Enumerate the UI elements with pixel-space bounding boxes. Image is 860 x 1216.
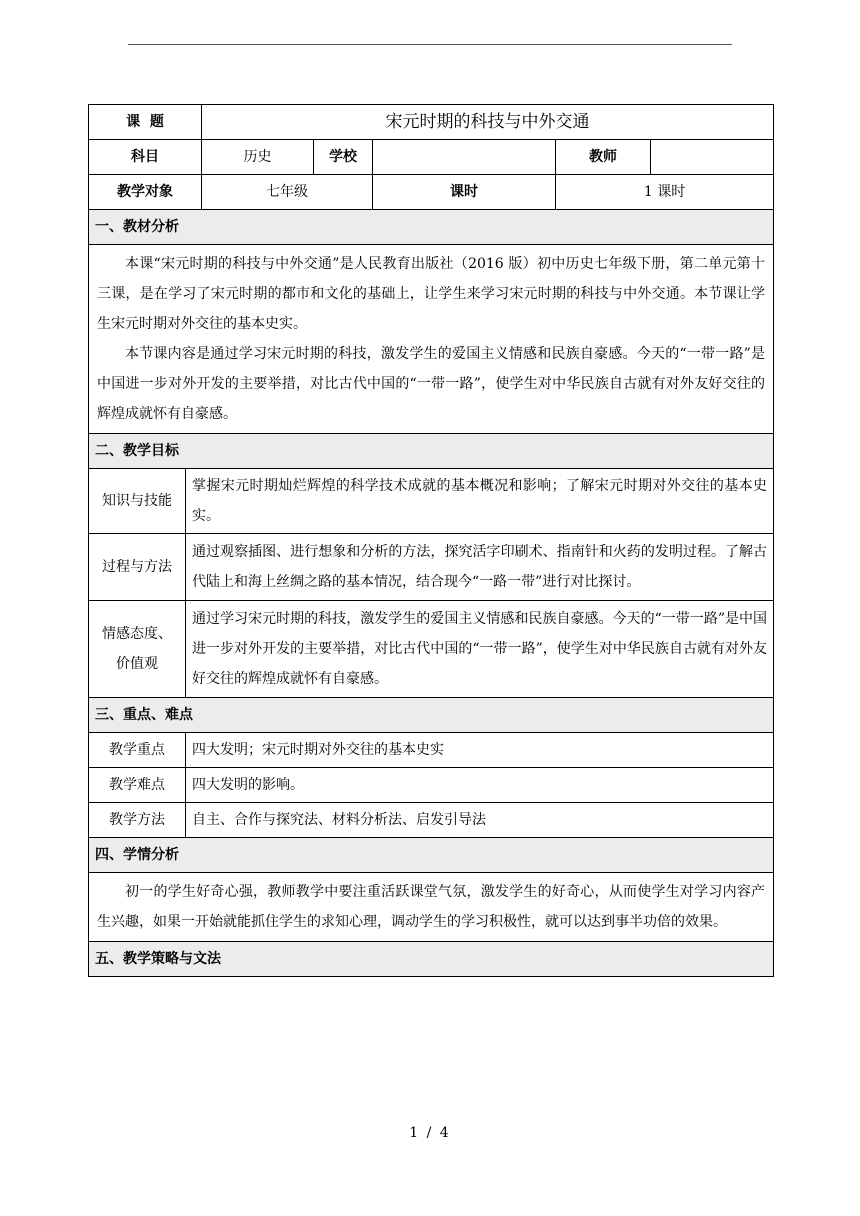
goal-text-process: 通过观察插图、进行想象和分析的方法，探究活字印刷术、指南针和火药的发明过程。了解古代陆上和海上丝绸之路的基本情况，结合现今“一路一带”进行对比探讨。 <box>186 534 774 601</box>
goal-row-attitude <box>89 601 774 698</box>
subject-label: 科目 <box>89 140 202 175</box>
goal-label-attitude-line1: 情感态度、 <box>102 626 172 642</box>
hours-label: 课时 <box>373 175 556 210</box>
keypoints-heading-row <box>89 698 774 733</box>
keypoint-row-focus <box>89 733 774 768</box>
goal-row-knowledge <box>89 469 774 534</box>
keypoint-row-difficulty <box>89 768 774 803</box>
teacher-label: 教师 <box>556 140 651 175</box>
keypoint-text-focus: 四大发明；宋元时期对外交往的基本史实 <box>186 733 774 768</box>
material-body <box>89 245 774 434</box>
topic-row <box>89 105 774 140</box>
keypoints-heading: 三、重点、难点 <box>89 698 774 733</box>
goals-heading-row <box>89 434 774 469</box>
teacher-value <box>651 140 774 175</box>
keypoint-label-focus: 教学重点 <box>89 733 186 768</box>
audience-value: 七年级 <box>202 175 373 210</box>
subject-value: 历史 <box>202 140 314 175</box>
strategy-heading-row <box>89 942 774 977</box>
material-body-row <box>89 245 774 434</box>
keypoint-label-difficulty: 教学难点 <box>89 768 186 803</box>
school-value <box>373 140 556 175</box>
hours-value: 1 课时 <box>556 175 774 210</box>
keypoint-text-method: 自主、合作与探究法、材料分析法、启发引导法 <box>186 803 774 838</box>
goal-text-knowledge: 掌握宋元时期灿烂辉煌的科学技术成就的基本概况和影响；了解宋元时期对外交往的基本史实。 <box>186 469 774 534</box>
students-body <box>89 873 774 942</box>
material-paragraph-1: 本课“宋元时期的科技与中外交通”是人民教育出版社（2016 版）初中历史七年级下册，第二单元第十三课，是在学习了宋元时期的都市和文化的基础上，让学生来学习宋元时期的科技与中外交通。本节课让学生宋元时期对外交往的基本史实。 <box>97 256 766 332</box>
material-heading: 一、教材分析 <box>89 210 774 245</box>
topic-value: 宋元时期的科技与中外交通 <box>202 105 774 140</box>
subject-row <box>89 140 774 175</box>
goal-label-knowledge: 知识与技能 <box>89 469 186 534</box>
material-heading-row <box>89 210 774 245</box>
goal-label-process: 过程与方法 <box>89 534 186 601</box>
goal-label-attitude-line2: 价值观 <box>116 656 158 672</box>
goals-heading: 二、教学目标 <box>89 434 774 469</box>
students-heading: 四、学情分析 <box>89 838 774 873</box>
goal-row-process <box>89 534 774 601</box>
topic-label: 课 题 <box>89 105 202 140</box>
goal-text-attitude: 通过学习宋元时期的科技，激发学生的爱国主义情感和民族自豪感。今天的“一带一路”是中国进一步对外开发的主要举措，对比古代中国的“一带一路”，使学生对中华民族自古就有对外友好交往的辉煌成就怀有自豪感。 <box>186 601 774 698</box>
school-label: 学校 <box>314 140 373 175</box>
keypoint-text-difficulty: 四大发明的影响。 <box>186 768 774 803</box>
students-paragraph: 初一的学生好奇心强，教师教学中要注重活跃课堂气氛，激发学生的好奇心，从而使学生对学习内容产生兴趣，如果一开始就能抓住学生的求知心理，调动学生的学习积极性，就可以达到事半功倍的效果。 <box>97 884 766 930</box>
keypoint-row-method <box>89 803 774 838</box>
strategy-heading: 五、教学策略与文法 <box>89 942 774 977</box>
header-rule <box>128 44 732 45</box>
students-heading-row <box>89 838 774 873</box>
audience-label: 教学对象 <box>89 175 202 210</box>
audience-row <box>89 175 774 210</box>
keypoint-label-method: 教学方法 <box>89 803 186 838</box>
students-body-row <box>89 873 774 942</box>
lesson-plan-table <box>88 104 774 977</box>
material-paragraph-2: 本节课内容是通过学习宋元时期的科技，激发学生的爱国主义情感和民族自豪感。今天的“一带一路”是中国进一步对外开发的主要举措，对比古代中国的“一带一路”，使学生对中华民族自古就有对外友好交往的辉煌成就怀有自豪感。 <box>97 346 766 422</box>
page-number: 1 / 4 <box>409 1125 451 1141</box>
goal-label-attitude <box>89 601 186 698</box>
